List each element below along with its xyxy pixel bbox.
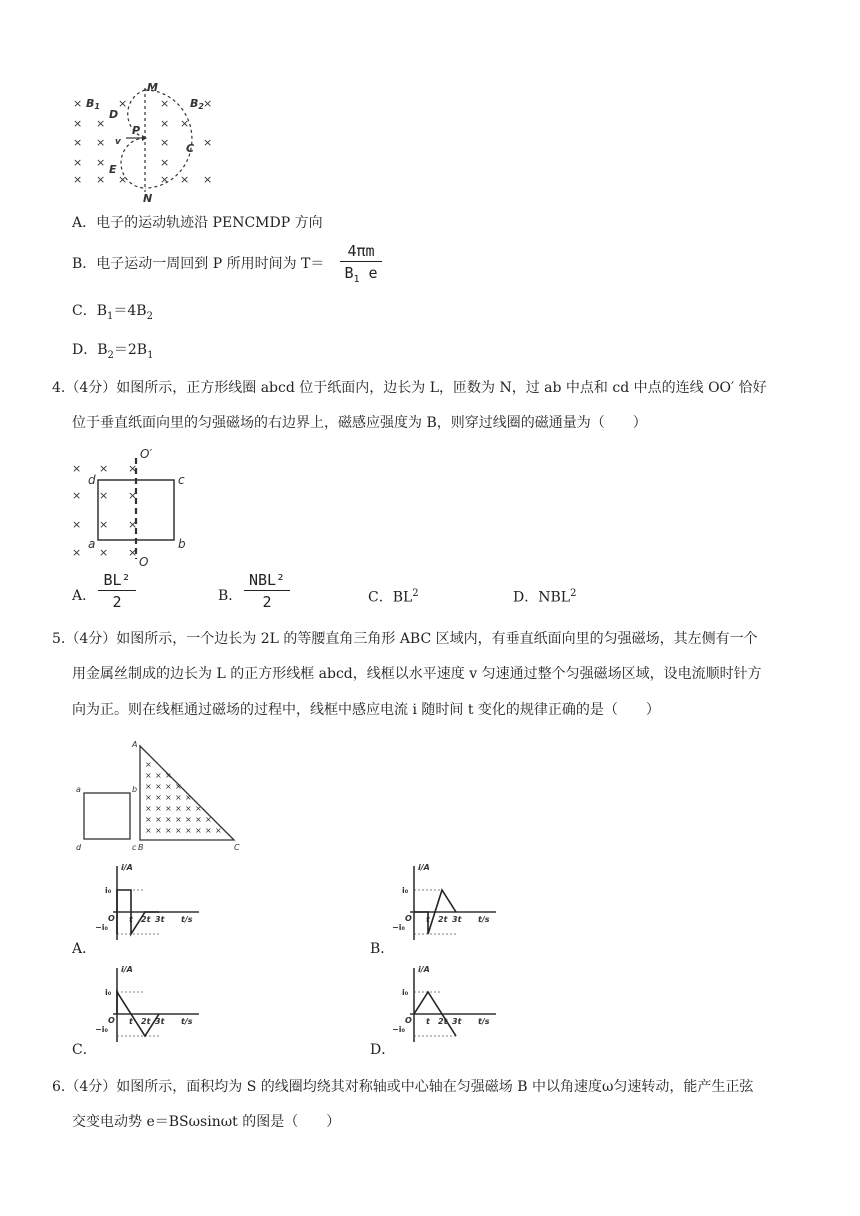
io-label: i₀ xyxy=(402,886,409,895)
q5-graph-a[interactable] xyxy=(95,860,205,945)
origin-label: O xyxy=(108,914,115,923)
q4-figure xyxy=(68,444,198,569)
svg-text:×: × xyxy=(96,117,106,130)
cross-mark: × xyxy=(185,804,192,813)
svg-text:×: × xyxy=(73,136,83,149)
cross-mark: × xyxy=(165,793,172,802)
q6-stem-line1: 6.（4分）如图所示，面积均为 S 的线圈均绕其对称轴或中心轴在匀强磁场 B 中以角速度ω匀速转动，能产生正弦 xyxy=(52,1079,754,1095)
y-axis-label: i/A xyxy=(418,965,430,974)
q5-option-d[interactable]: D． xyxy=(370,1042,396,1058)
svg-text:d: d xyxy=(88,473,96,487)
q3-option-c[interactable]: C．$B_1=4B_2$ xyxy=(72,303,153,322)
q4-option-b-fraction[interactable]: NBL² 2 xyxy=(244,571,290,611)
svg-text:×: × xyxy=(128,489,138,502)
svg-text:d: d xyxy=(76,843,82,852)
q5-stem-line3: 向为正。则在线框通过磁场的过程中，线框中感应电流 i 随时间 t 变化的规律正确的是（ ） xyxy=(72,702,660,718)
tick-label-2t: 2t xyxy=(141,1017,151,1026)
svg-text:c: c xyxy=(178,473,185,487)
svg-text:×: × xyxy=(180,173,190,186)
svg-text:×: × xyxy=(118,97,128,110)
svg-text:×: × xyxy=(128,518,138,531)
q5-option-c[interactable]: C． xyxy=(72,1042,97,1058)
cross-mark: × xyxy=(145,826,152,835)
cross-mark: × xyxy=(185,815,192,824)
tick-label-2t: 2t xyxy=(438,1017,448,1026)
q5-stem-line2: 用金属丝制成的边长为 L 的正方形线框 abcd，线框以水平速度 v 匀速通过整个匀强磁场区域，设电流顺时针方 xyxy=(72,666,762,682)
svg-text:×: × xyxy=(160,136,170,149)
q4-stem-line2: 位于垂直纸面向里的匀强磁场的右边界上，磁感应强度为 B，则穿过线圈的磁通量为（ ） xyxy=(72,415,647,431)
cross-mark: × xyxy=(175,815,182,824)
cross-mark: × xyxy=(215,826,222,835)
cross-mark: × xyxy=(145,815,152,824)
svg-text:×: × xyxy=(118,173,128,186)
svg-text:×: × xyxy=(128,546,138,559)
q5-figure xyxy=(72,738,252,854)
svg-text:×: × xyxy=(99,518,109,531)
svg-text:c: c xyxy=(132,843,137,852)
x-axis-label: t/s xyxy=(181,915,193,924)
cross-mark: × xyxy=(155,804,162,813)
svg-text:×: × xyxy=(203,97,213,110)
q5-option-b[interactable]: B． xyxy=(370,941,395,957)
cross-mark: × xyxy=(175,782,182,791)
x-axis-label: t/s xyxy=(478,915,490,924)
origin-label: O xyxy=(405,1016,412,1025)
svg-text:×: × xyxy=(203,173,213,186)
cross-mark: × xyxy=(195,826,202,835)
svg-text:×: × xyxy=(73,117,83,130)
cross-mark: × xyxy=(205,826,212,835)
y-axis-label: i/A xyxy=(121,863,133,872)
svg-text:×: × xyxy=(99,546,109,559)
tick-label-t: t xyxy=(426,915,430,924)
q3-option-a[interactable]: A．电子的运动轨迹沿 PENCMDP 方向 xyxy=(72,215,323,231)
cross-mark: × xyxy=(205,815,212,824)
svg-text:O: O xyxy=(139,555,149,569)
svg-text:×: × xyxy=(180,117,190,130)
svg-text:×: × xyxy=(99,489,109,502)
tick-label-t: t xyxy=(129,915,133,924)
tick-label-t: t xyxy=(129,1017,133,1026)
cross-mark: × xyxy=(175,793,182,802)
svg-text:×: × xyxy=(128,462,138,475)
svg-text:A: A xyxy=(132,740,138,749)
svg-text:×: × xyxy=(160,117,170,130)
cross-mark: × xyxy=(145,771,152,780)
io-label: i₀ xyxy=(402,988,409,997)
svg-text:×: × xyxy=(72,462,82,475)
svg-text:×: × xyxy=(99,462,109,475)
svg-text:v: v xyxy=(115,137,121,147)
io-label: i₀ xyxy=(105,988,112,997)
x-axis-label: t/s xyxy=(181,1017,193,1026)
tick-label-t: t xyxy=(426,1017,430,1026)
neg-io-label: −i₀ xyxy=(95,1025,108,1034)
cross-mark: × xyxy=(145,804,152,813)
neg-io-label: −i₀ xyxy=(392,923,405,932)
q4-option-a-label[interactable]: A． xyxy=(72,588,97,604)
svg-text:×: × xyxy=(72,489,82,502)
q3-figure xyxy=(68,80,228,205)
cross-mark: × xyxy=(165,782,172,791)
svg-text:P: P xyxy=(132,124,141,137)
x-axis-label: t/s xyxy=(478,1017,490,1026)
tick-label-3t: 3t xyxy=(155,915,165,924)
q5-graph-d[interactable] xyxy=(392,962,502,1047)
q3-option-d[interactable]: D．$B_2=2B_1$ xyxy=(72,342,154,361)
q4-option-b-label[interactable]: B． xyxy=(218,588,243,604)
q4-option-d[interactable]: D．NBL$^2$ xyxy=(513,588,577,606)
cross-mark: × xyxy=(155,793,162,802)
q4-option-c[interactable]: C．$BL^2$ xyxy=(368,588,419,606)
io-label: i₀ xyxy=(105,886,112,895)
svg-text:×: × xyxy=(160,97,170,110)
cross-mark: × xyxy=(155,771,162,780)
cross-mark: × xyxy=(155,782,162,791)
q5-stem-line1: 5.（4分）如图所示，一个边长为 2L 的等腰直角三角形 ABC 区域内，有垂直纸面向里的匀强磁场，其左侧有一个 xyxy=(52,631,758,647)
q4-option-a-fraction[interactable]: BL² 2 xyxy=(98,571,136,611)
tick-label-2t: 2t xyxy=(141,915,151,924)
y-axis-label: i/A xyxy=(418,863,430,872)
tick-label-3t: 3t xyxy=(155,1017,165,1026)
q5-option-a[interactable]: A． xyxy=(72,941,97,957)
cross-mark: × xyxy=(175,826,182,835)
svg-text:×: × xyxy=(73,156,83,169)
svg-text:×: × xyxy=(73,173,83,186)
origin-label: O xyxy=(405,914,412,923)
svg-text:×: × xyxy=(96,173,106,186)
svg-text:×: × xyxy=(96,156,106,169)
cross-mark: × xyxy=(165,771,172,780)
q3-option-b-fraction: 4πm $B_1$ e xyxy=(340,242,382,289)
svg-text:a: a xyxy=(76,785,81,794)
svg-text:M: M xyxy=(147,81,158,94)
y-axis-label: i/A xyxy=(121,965,133,974)
neg-io-label: −i₀ xyxy=(95,923,108,932)
tick-label-2t: 2t xyxy=(438,915,448,924)
svg-text:×: × xyxy=(160,173,170,186)
cross-mark: × xyxy=(145,782,152,791)
svg-text:a: a xyxy=(88,537,96,551)
svg-text:B: B xyxy=(138,843,144,852)
tick-label-3t: 3t xyxy=(452,915,462,924)
svg-text:b: b xyxy=(132,785,138,794)
cross-mark: × xyxy=(195,815,202,824)
svg-text:B1: B1 xyxy=(86,97,100,111)
svg-text:×: × xyxy=(72,518,82,531)
cross-mark: × xyxy=(145,760,152,769)
svg-text:×: × xyxy=(160,156,170,169)
svg-text:E: E xyxy=(109,163,117,176)
svg-text:×: × xyxy=(203,136,213,149)
cross-mark: × xyxy=(145,793,152,802)
cross-mark: × xyxy=(165,826,172,835)
svg-text:C: C xyxy=(234,843,240,852)
cross-mark: × xyxy=(165,804,172,813)
origin-label: O xyxy=(108,1016,115,1025)
svg-text:D: D xyxy=(109,108,119,121)
tick-label-3t: 3t xyxy=(452,1017,462,1026)
cross-mark: × xyxy=(155,815,162,824)
q4-stem-line1: 4.（4分）如图所示，正方形线圈 abcd 位于纸面内，边长为 L，匝数为 N，过 ab 中点和 cd 中点的连线 OO′ 恰好 xyxy=(52,380,767,396)
svg-text:×: × xyxy=(72,546,82,559)
svg-text:O′: O′ xyxy=(140,447,153,461)
cross-mark: × xyxy=(185,793,192,802)
cross-mark: × xyxy=(185,826,192,835)
q5-graph-b[interactable] xyxy=(392,860,502,945)
neg-io-label: −i₀ xyxy=(392,1025,405,1034)
svg-text:B2: B2 xyxy=(190,97,204,111)
svg-text:N: N xyxy=(143,192,153,205)
cross-mark: × xyxy=(165,815,172,824)
q5-graph-c[interactable] xyxy=(95,962,205,1047)
svg-text:b: b xyxy=(178,537,186,551)
q5-cross-marks xyxy=(145,760,222,835)
cross-mark: × xyxy=(155,826,162,835)
svg-text:×: × xyxy=(96,136,106,149)
cross-mark: × xyxy=(195,804,202,813)
svg-text:×: × xyxy=(73,97,83,110)
svg-text:C: C xyxy=(186,142,195,155)
q3-option-b[interactable]: B．电子运动一周回到 P 所用时间为 T＝ xyxy=(72,256,325,272)
q6-stem-line2: 交变电动势 e＝BSωsinωt 的图是（ ） xyxy=(72,1114,341,1130)
cross-mark: × xyxy=(175,804,182,813)
